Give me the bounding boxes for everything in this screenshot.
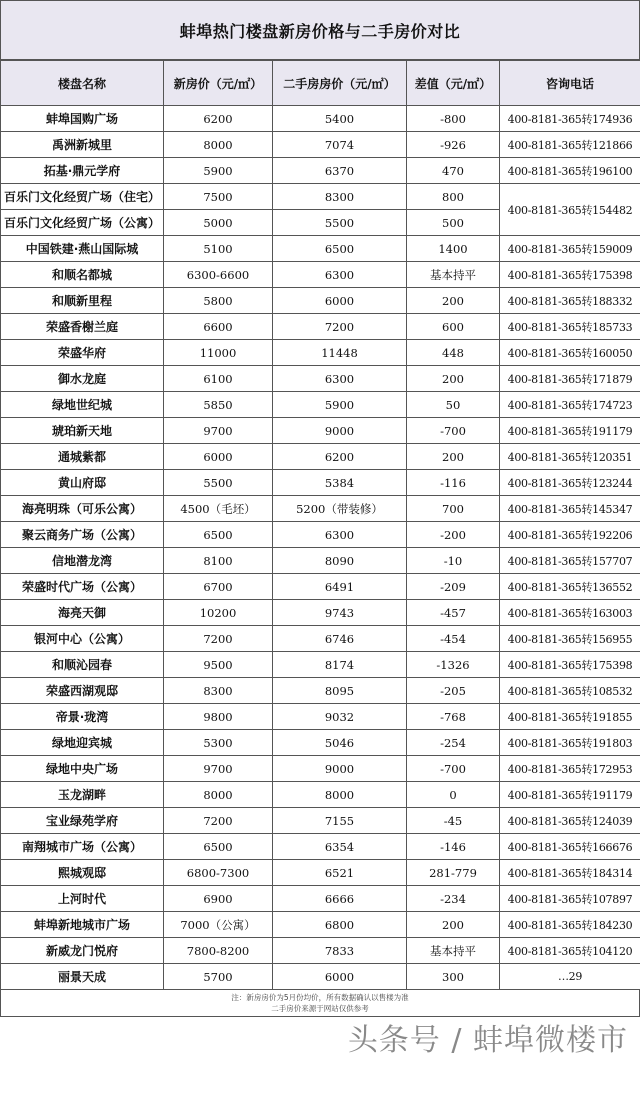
phone-cell: 400-8181-365转136552 bbox=[500, 574, 640, 600]
new-price-cell: 9700 bbox=[164, 418, 273, 444]
phone-cell: 400-8181-365转123244 bbox=[500, 470, 640, 496]
name-cell: 绿地迎宾城 bbox=[1, 730, 164, 756]
resale-price-cell: 6000 bbox=[273, 964, 407, 990]
table-row bbox=[1, 600, 640, 626]
phone-cell: 400-8181-365转145347 bbox=[500, 496, 640, 522]
new-price-cell: 5800 bbox=[164, 288, 273, 314]
table-row bbox=[1, 678, 640, 704]
name-cell: 海亮明珠（可乐公寓） bbox=[1, 496, 164, 522]
difference-cell: 600 bbox=[407, 314, 500, 340]
name-cell: 黄山府邸 bbox=[1, 470, 164, 496]
phone-cell: …29 bbox=[500, 964, 640, 990]
new-price-cell: 5500 bbox=[164, 470, 273, 496]
new-price-cell: 6100 bbox=[164, 366, 273, 392]
resale-price-cell: 5046 bbox=[273, 730, 407, 756]
name-cell: 熙城观邸 bbox=[1, 860, 164, 886]
name-cell: 通城紫都 bbox=[1, 444, 164, 470]
name-cell: 荣盛西湖观邸 bbox=[1, 678, 164, 704]
difference-cell: 0 bbox=[407, 782, 500, 808]
phone-cell: 400-8181-365转184314 bbox=[500, 860, 640, 886]
table-row bbox=[1, 938, 640, 964]
table-row bbox=[1, 288, 640, 314]
difference-cell: -234 bbox=[407, 886, 500, 912]
table-row bbox=[1, 418, 640, 444]
new-price-cell: 4500（毛坯） bbox=[164, 496, 273, 522]
resale-price-cell: 6370 bbox=[273, 158, 407, 184]
new-price-cell: 5000 bbox=[164, 210, 273, 236]
resale-price-cell: 9743 bbox=[273, 600, 407, 626]
table-row bbox=[1, 886, 640, 912]
new-price-cell: 9700 bbox=[164, 756, 273, 782]
table-row bbox=[1, 392, 640, 418]
new-price-cell: 7500 bbox=[164, 184, 273, 210]
resale-price-cell: 6300 bbox=[273, 366, 407, 392]
table-row bbox=[1, 366, 640, 392]
new-price-cell: 7000（公寓） bbox=[164, 912, 273, 938]
resale-price-cell: 8095 bbox=[273, 678, 407, 704]
table-row bbox=[1, 548, 640, 574]
new-price-cell: 8100 bbox=[164, 548, 273, 574]
phone-cell: 400-8181-365转191855 bbox=[500, 704, 640, 730]
difference-cell: 200 bbox=[407, 444, 500, 470]
name-cell: 玉龙湖畔 bbox=[1, 782, 164, 808]
name-cell: 丽景天成 bbox=[1, 964, 164, 990]
table-row bbox=[1, 262, 640, 288]
name-cell: 信地潜龙湾 bbox=[1, 548, 164, 574]
name-cell: 百乐门文化经贸广场（住宅） bbox=[1, 184, 164, 210]
new-price-cell: 6200 bbox=[164, 106, 273, 132]
phone-cell: 400-8181-365转175398 bbox=[500, 262, 640, 288]
difference-cell: -800 bbox=[407, 106, 500, 132]
difference-cell: -209 bbox=[407, 574, 500, 600]
name-cell: 禹洲新城里 bbox=[1, 132, 164, 158]
difference-cell: 50 bbox=[407, 392, 500, 418]
name-cell: 琥珀新天地 bbox=[1, 418, 164, 444]
table-row bbox=[1, 158, 640, 184]
new-price-cell: 5300 bbox=[164, 730, 273, 756]
phone-cell: 400-8181-365转191179 bbox=[500, 782, 640, 808]
difference-cell: -700 bbox=[407, 756, 500, 782]
footnote bbox=[0, 990, 640, 1017]
header-row bbox=[1, 61, 640, 106]
name-cell: 拓基·鼎元学府 bbox=[1, 158, 164, 184]
table-row bbox=[1, 314, 640, 340]
table-row bbox=[1, 860, 640, 886]
difference-cell: -10 bbox=[407, 548, 500, 574]
phone-cell: 400-8181-365转120351 bbox=[500, 444, 640, 470]
phone-cell: 400-8181-365转121866 bbox=[500, 132, 640, 158]
resale-price-cell: 6521 bbox=[273, 860, 407, 886]
resale-price-cell: 6300 bbox=[273, 262, 407, 288]
resale-price-cell: 8300 bbox=[273, 184, 407, 210]
phone-cell: 400-8181-365转156955 bbox=[500, 626, 640, 652]
resale-price-cell: 5384 bbox=[273, 470, 407, 496]
new-price-cell: 6000 bbox=[164, 444, 273, 470]
table-row bbox=[1, 470, 640, 496]
difference-cell: 基本持平 bbox=[407, 938, 500, 964]
resale-price-cell: 6800 bbox=[273, 912, 407, 938]
name-cell: 荣盛华府 bbox=[1, 340, 164, 366]
header-difference: 差值（元/㎡） bbox=[407, 61, 500, 106]
footnote-line-2: 二手房价来源于网站仅供参考 bbox=[271, 1004, 369, 1013]
footnote-line-1: 注：新房房价为5月份均价，所有数据确认以售楼为准 bbox=[231, 993, 409, 1002]
phone-cell: 400-8181-365转174936 bbox=[500, 106, 640, 132]
resale-price-cell: 9000 bbox=[273, 756, 407, 782]
name-cell: 和顺沁园春 bbox=[1, 652, 164, 678]
resale-price-cell: 6746 bbox=[273, 626, 407, 652]
header-resale-price: 二手房房价（元/㎡） bbox=[273, 61, 407, 106]
resale-price-cell: 5500 bbox=[273, 210, 407, 236]
difference-cell: -1326 bbox=[407, 652, 500, 678]
difference-cell: -926 bbox=[407, 132, 500, 158]
resale-price-cell: 7833 bbox=[273, 938, 407, 964]
table-row bbox=[1, 652, 640, 678]
resale-price-cell: 6491 bbox=[273, 574, 407, 600]
difference-cell: 448 bbox=[407, 340, 500, 366]
phone-cell: 400-8181-365转172953 bbox=[500, 756, 640, 782]
difference-cell: -45 bbox=[407, 808, 500, 834]
resale-price-cell: 6300 bbox=[273, 522, 407, 548]
table-row bbox=[1, 808, 640, 834]
resale-price-cell: 7155 bbox=[273, 808, 407, 834]
header-name: 楼盘名称 bbox=[1, 61, 164, 106]
table-row bbox=[1, 444, 640, 470]
name-cell: 蚌埠国购广场 bbox=[1, 106, 164, 132]
phone-cell: 400-8181-365转107897 bbox=[500, 886, 640, 912]
phone-cell: 400-8181-365转175398 bbox=[500, 652, 640, 678]
phone-cell: 400-8181-365转188332 bbox=[500, 288, 640, 314]
new-price-cell: 8300 bbox=[164, 678, 273, 704]
phone-cell: 400-8181-365转171879 bbox=[500, 366, 640, 392]
name-cell: 聚云商务广场（公寓） bbox=[1, 522, 164, 548]
table-row bbox=[1, 626, 640, 652]
table-row bbox=[1, 756, 640, 782]
new-price-cell: 10200 bbox=[164, 600, 273, 626]
name-cell: 新威龙门悦府 bbox=[1, 938, 164, 964]
name-cell: 帝景·珑湾 bbox=[1, 704, 164, 730]
phone-cell: 400-8181-365转196100 bbox=[500, 158, 640, 184]
difference-cell: -200 bbox=[407, 522, 500, 548]
difference-cell: 200 bbox=[407, 366, 500, 392]
resale-price-cell: 5200（带装修） bbox=[273, 496, 407, 522]
table-title: 蚌埠热门楼盘新房价格与二手房价对比 bbox=[0, 0, 640, 60]
difference-cell: 470 bbox=[407, 158, 500, 184]
price-comparison-table bbox=[0, 60, 640, 990]
difference-cell: 500 bbox=[407, 210, 500, 236]
table-row bbox=[1, 106, 640, 132]
name-cell: 和顺新里程 bbox=[1, 288, 164, 314]
resale-price-cell: 6354 bbox=[273, 834, 407, 860]
table-row bbox=[1, 496, 640, 522]
table-row bbox=[1, 964, 640, 990]
name-cell: 绿地世纪城 bbox=[1, 392, 164, 418]
name-cell: 海亮天御 bbox=[1, 600, 164, 626]
table-row bbox=[1, 730, 640, 756]
phone-cell: 400-8181-365转192206 bbox=[500, 522, 640, 548]
difference-cell: -205 bbox=[407, 678, 500, 704]
new-price-cell: 7200 bbox=[164, 808, 273, 834]
new-price-cell: 6500 bbox=[164, 522, 273, 548]
table-row bbox=[1, 782, 640, 808]
resale-price-cell: 8000 bbox=[273, 782, 407, 808]
difference-cell: -146 bbox=[407, 834, 500, 860]
new-price-cell: 6800-7300 bbox=[164, 860, 273, 886]
table-row bbox=[1, 574, 640, 600]
resale-price-cell: 9032 bbox=[273, 704, 407, 730]
resale-price-cell: 6666 bbox=[273, 886, 407, 912]
difference-cell: -116 bbox=[407, 470, 500, 496]
new-price-cell: 6300-6600 bbox=[164, 262, 273, 288]
phone-cell: 400-8181-365转157707 bbox=[500, 548, 640, 574]
new-price-cell: 7800-8200 bbox=[164, 938, 273, 964]
table-row bbox=[1, 236, 640, 262]
phone-cell: 400-8181-365转191179 bbox=[500, 418, 640, 444]
difference-cell: 1400 bbox=[407, 236, 500, 262]
watermark: 头条号 / 蚌埠微楼市 bbox=[347, 1023, 628, 1058]
phone-cell: 400-8181-365转159009 bbox=[500, 236, 640, 262]
difference-cell: 281-779 bbox=[407, 860, 500, 886]
resale-price-cell: 6200 bbox=[273, 444, 407, 470]
difference-cell: 基本持平 bbox=[407, 262, 500, 288]
name-cell: 蚌埠新地城市广场 bbox=[1, 912, 164, 938]
phone-cell: 400-8181-365转108532 bbox=[500, 678, 640, 704]
name-cell: 南翔城市广场（公寓） bbox=[1, 834, 164, 860]
table-row bbox=[1, 184, 640, 210]
table-row bbox=[1, 340, 640, 366]
phone-cell: 400-8181-365转174723 bbox=[500, 392, 640, 418]
difference-cell: 700 bbox=[407, 496, 500, 522]
difference-cell: -700 bbox=[407, 418, 500, 444]
header-new-price: 新房价（元/㎡） bbox=[164, 61, 273, 106]
name-cell: 宝业绿苑学府 bbox=[1, 808, 164, 834]
new-price-cell: 6700 bbox=[164, 574, 273, 600]
phone-cell: 400-8181-365转124039 bbox=[500, 808, 640, 834]
difference-cell: -768 bbox=[407, 704, 500, 730]
header-phone: 咨询电话 bbox=[500, 61, 640, 106]
resale-price-cell: 8090 bbox=[273, 548, 407, 574]
table-row bbox=[1, 132, 640, 158]
new-price-cell: 5850 bbox=[164, 392, 273, 418]
new-price-cell: 7200 bbox=[164, 626, 273, 652]
name-cell: 百乐门文化经贸广场（公寓） bbox=[1, 210, 164, 236]
new-price-cell: 5900 bbox=[164, 158, 273, 184]
table-row bbox=[1, 704, 640, 730]
phone-cell: 400-8181-365转154482 bbox=[500, 184, 640, 236]
table-row bbox=[1, 834, 640, 860]
difference-cell: 300 bbox=[407, 964, 500, 990]
phone-cell: 400-8181-365转184230 bbox=[500, 912, 640, 938]
name-cell: 上河时代 bbox=[1, 886, 164, 912]
phone-cell: 400-8181-365转191803 bbox=[500, 730, 640, 756]
phone-cell: 400-8181-365转160050 bbox=[500, 340, 640, 366]
resale-price-cell: 7074 bbox=[273, 132, 407, 158]
name-cell: 御水龙庭 bbox=[1, 366, 164, 392]
difference-cell: 200 bbox=[407, 288, 500, 314]
new-price-cell: 11000 bbox=[164, 340, 273, 366]
new-price-cell: 8000 bbox=[164, 132, 273, 158]
resale-price-cell: 8174 bbox=[273, 652, 407, 678]
new-price-cell: 6500 bbox=[164, 834, 273, 860]
difference-cell: 800 bbox=[407, 184, 500, 210]
phone-cell: 400-8181-365转166676 bbox=[500, 834, 640, 860]
new-price-cell: 5100 bbox=[164, 236, 273, 262]
new-price-cell: 9800 bbox=[164, 704, 273, 730]
resale-price-cell: 7200 bbox=[273, 314, 407, 340]
resale-price-cell: 11448 bbox=[273, 340, 407, 366]
phone-cell: 400-8181-365转185733 bbox=[500, 314, 640, 340]
watermark-band bbox=[0, 1017, 640, 1067]
new-price-cell: 9500 bbox=[164, 652, 273, 678]
resale-price-cell: 5900 bbox=[273, 392, 407, 418]
new-price-cell: 6900 bbox=[164, 886, 273, 912]
name-cell: 绿地中央广场 bbox=[1, 756, 164, 782]
phone-cell: 400-8181-365转104120 bbox=[500, 938, 640, 964]
new-price-cell: 6600 bbox=[164, 314, 273, 340]
resale-price-cell: 6000 bbox=[273, 288, 407, 314]
table-row bbox=[1, 912, 640, 938]
name-cell: 银河中心（公寓） bbox=[1, 626, 164, 652]
difference-cell: -454 bbox=[407, 626, 500, 652]
new-price-cell: 8000 bbox=[164, 782, 273, 808]
name-cell: 荣盛时代广场（公寓） bbox=[1, 574, 164, 600]
difference-cell: -457 bbox=[407, 600, 500, 626]
resale-price-cell: 5400 bbox=[273, 106, 407, 132]
phone-cell: 400-8181-365转163003 bbox=[500, 600, 640, 626]
name-cell: 中国铁建·燕山国际城 bbox=[1, 236, 164, 262]
difference-cell: -254 bbox=[407, 730, 500, 756]
new-price-cell: 5700 bbox=[164, 964, 273, 990]
difference-cell: 200 bbox=[407, 912, 500, 938]
table-row bbox=[1, 522, 640, 548]
name-cell: 荣盛香榭兰庭 bbox=[1, 314, 164, 340]
resale-price-cell: 9000 bbox=[273, 418, 407, 444]
resale-price-cell: 6500 bbox=[273, 236, 407, 262]
name-cell: 和顺名都城 bbox=[1, 262, 164, 288]
